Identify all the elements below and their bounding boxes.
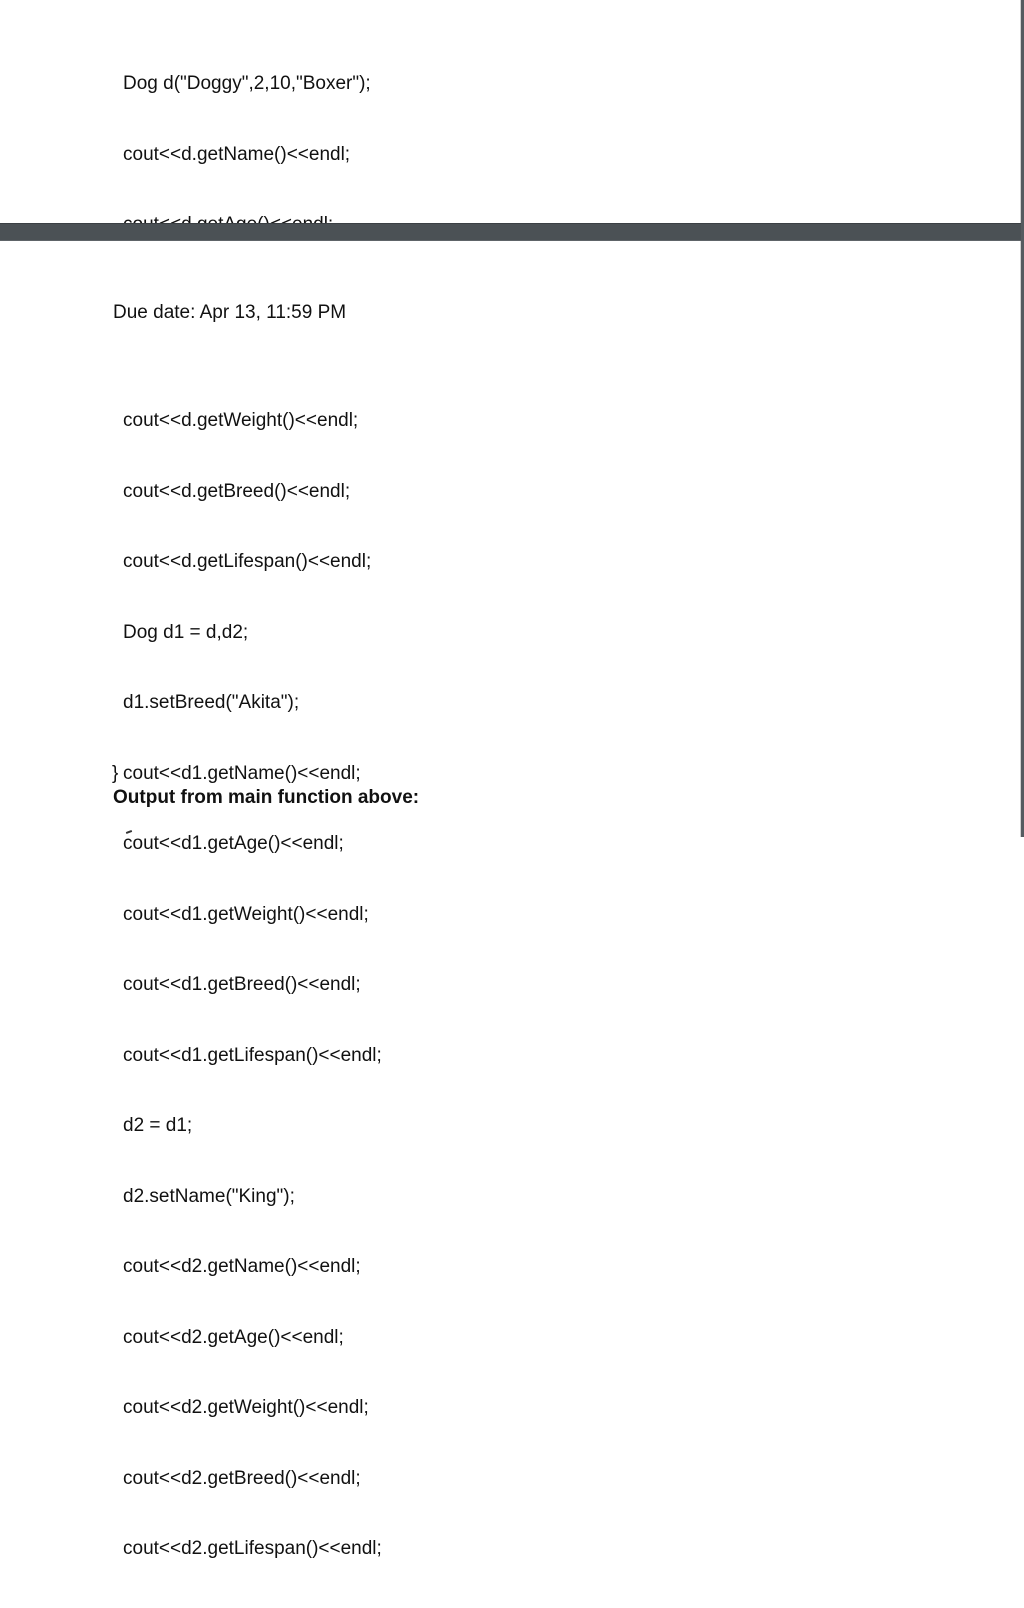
code-line: cout<<d1.getLifespan()<<endl; (123, 1044, 382, 1066)
code-line: cout<<d2.getAge()<<endl; (123, 1326, 344, 1348)
code-line: cout<<d.getBreed()<<endl; (123, 480, 351, 502)
code-line: cout<<d1.getBreed()<<endl; (123, 974, 361, 995)
document-page-top (0, 0, 1021, 223)
code-line: d2 = d1; (123, 1115, 193, 1136)
code-line: cout<<d2.getBreed()<<endl; (123, 1467, 361, 1489)
output-heading: Output from main function above: (113, 787, 420, 808)
code-line: Dog d("Doggy",2,10,"Boxer"); (123, 73, 371, 94)
closing-brace: } (112, 763, 119, 784)
code-line: cout<<d.getName()<<endl; (123, 143, 351, 165)
document-page-bottom (0, 241, 1021, 1559)
code-line: d1.setBreed("Akita"); (123, 692, 300, 713)
page-separator (0, 223, 1024, 241)
code-line: cout<<d2.getLifespan()<<endl; (123, 1538, 382, 1559)
code-line: cout<<d2.getName()<<endl; (123, 1256, 361, 1277)
code-line: cout<<d1.getAge()<<endl; (123, 833, 344, 854)
code-block-bottom (123, 362, 382, 1608)
code-line: cout<<d.getLifespan()<<endl; (123, 551, 372, 572)
code-line: cout<<d2.getWeight()<<endl; (123, 1397, 369, 1418)
code-line: d2.setName("King"); (123, 1185, 295, 1207)
due-date-text: Due date: Apr 13, 11:59 PM (113, 302, 347, 323)
code-line: Dog d1 = d,d2; (123, 621, 249, 643)
code-line: cout<<d1.getName()<<endl; (123, 762, 361, 784)
code-line: cout<<d1.getWeight()<<endl; (123, 903, 369, 925)
code-line: cout<<d.getWeight()<<endl; (123, 410, 359, 431)
